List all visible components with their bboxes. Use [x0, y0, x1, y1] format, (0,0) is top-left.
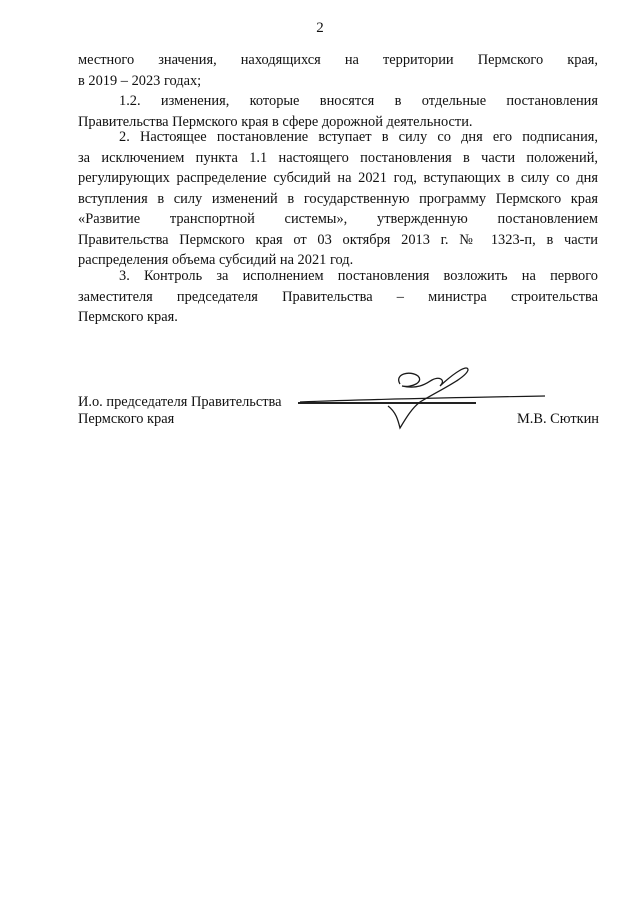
text-line: «Развитие транспортной системы», утвержденную постановлением [78, 211, 598, 227]
paragraph-item-3 [78, 266, 598, 328]
signatory-title-line: И.о. председателя Правительства [78, 394, 282, 410]
text-line: за исключением пункта 1.1 настоящего постановления в части положений, [78, 149, 598, 166]
text-line: 3. Контроль за исполнением постановления возложить на первого [119, 268, 598, 284]
signatory-title-line: Пермского края [78, 411, 175, 427]
paragraph-item-1-2 [78, 91, 598, 132]
signatory-name: М.В. Сюткин [516, 411, 599, 427]
paragraph-continuation [78, 50, 598, 91]
text-line: распределения объема субсидий на 2021 год. [78, 252, 354, 268]
text-line: 1.2. изменения, которые вносятся в отдельные постановления [119, 93, 598, 109]
page-number: 2 [316, 20, 324, 36]
text-line: местного значения, находящихся на территории Пермского края, [78, 52, 598, 68]
text-line: вступления в силу изменений в государственную программу Пермского края [78, 190, 598, 207]
text-line: Правительства Пермского края от 03 октября 2013 г. № 1323-п, в части [78, 231, 598, 248]
text-line: Правительства Пермского края в сфере дорожной деятельности. [78, 113, 473, 130]
signatory-title [78, 394, 282, 428]
text-line: заместителя председателя Правительства – министра строительства [78, 288, 598, 305]
text-line: в 2019 – 2023 годах; [78, 72, 202, 89]
text-line: регулирующих распределение субсидий на 2021 год, вступающих в силу со дня [78, 170, 598, 186]
text-line: Пермского края. [78, 309, 178, 325]
text-line: 2. Настоящее постановление вступает в силу со дня его подписания, [119, 129, 598, 145]
paragraph-item-2 [78, 127, 598, 271]
